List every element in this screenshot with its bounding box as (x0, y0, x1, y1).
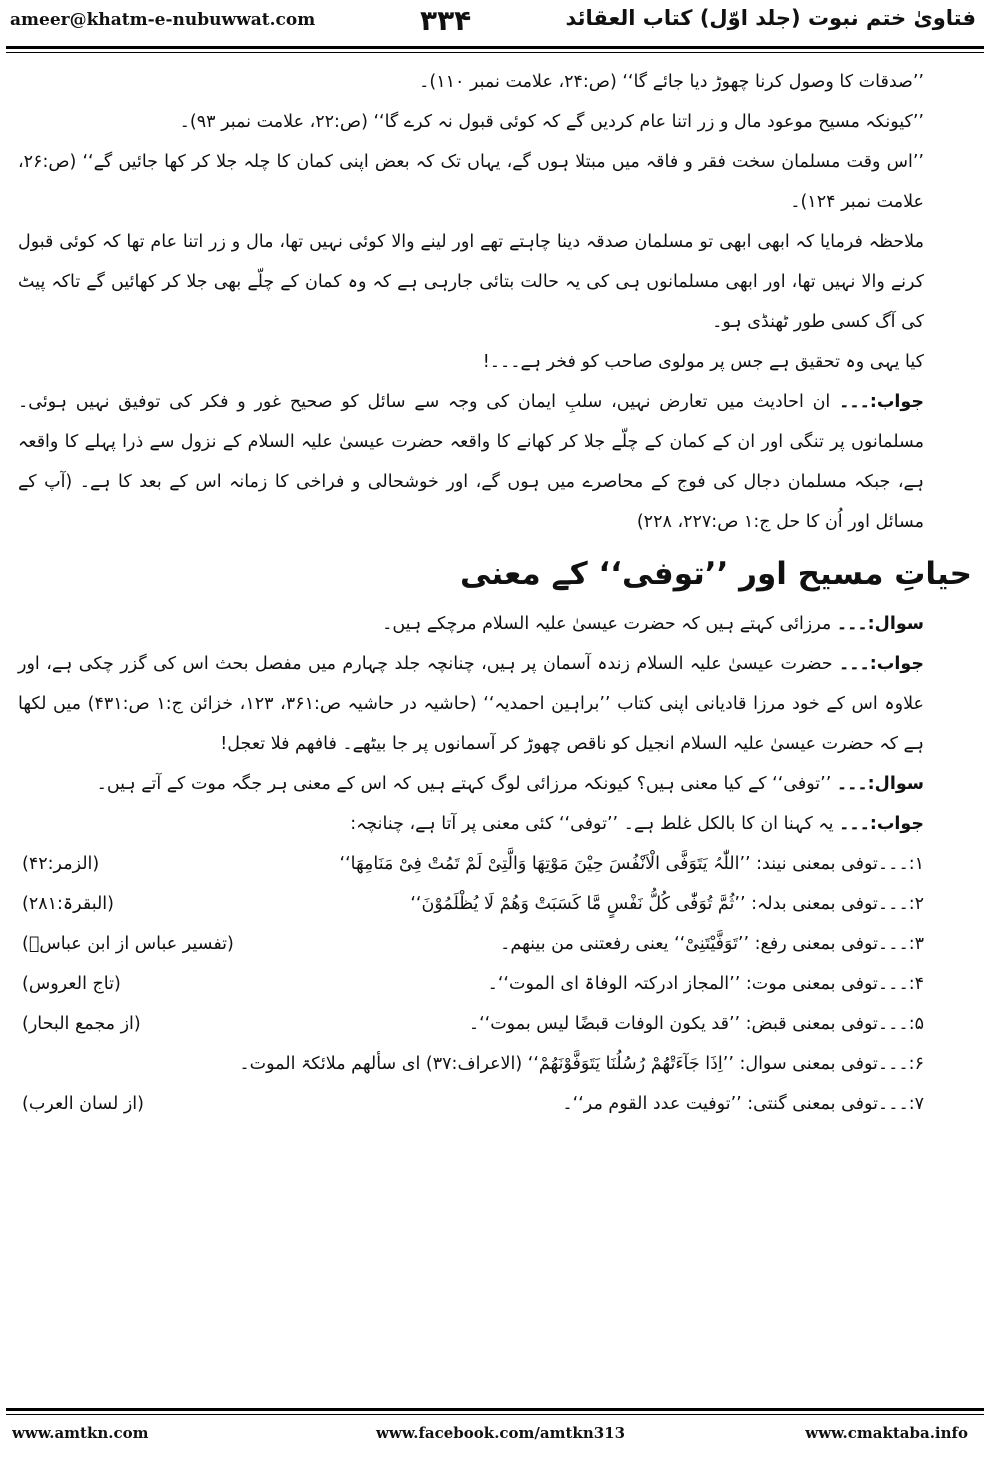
footer-rule-thick (6, 1408, 984, 1411)
meaning-text: ۵:۔۔۔توفی بمعنی قبض: ’’قد یکون الوفات قبضًا لیس بموت‘‘۔ (468, 1014, 924, 1034)
footer-website-link[interactable]: www.amtkn.com (12, 1424, 149, 1442)
meaning-text: ۶:۔۔۔توفی بمعنی سوال: ’’اِذَا جَآءَتْھُمْ رُسُلُنَا یَتَوَفَّوْنَھُمْ‘‘ (الاعراف:۳۷) ای سألھم ملائکۃ الموت۔ (239, 1054, 924, 1074)
quote-3: ’’اس وقت مسلمان سخت فقر و فاقہ میں مبتلا ہوں گے، یہاں تک کہ بعض اپنی کمان کا چلہ جلا کر کھا جائیں گے‘‘ (ص:۲۶، علامت نمبر ۱۲۴)۔ (18, 152, 924, 212)
question-label: سوال:۔۔۔ (836, 774, 924, 794)
question-text: ’’توفی‘‘ کے کیا معنی ہیں؟ کیونکہ مرزائی لوگ کہتے ہیں کہ اس کے معنی ہر جگہ موت کے آتے ہیں۔ (96, 774, 832, 794)
footer-library-link[interactable]: www.cmaktaba.info (805, 1424, 968, 1442)
meaning-text: ۷:۔۔۔توفی بمعنی گنتی: ’’توفیت عدد القوم مر‘‘۔ (562, 1094, 924, 1114)
meaning-source: (البقرۃ:۲۸۱) (22, 894, 114, 914)
book-title: فتاویٰ ختم نبوت (جلد اوّل) کتاب العقائد (565, 6, 976, 30)
quote-1: ’’صدقات کا وصول کرنا چھوڑ دیا جائے گا‘‘ (ص:۲۴، علامت نمبر ۱۱۰)۔ (419, 72, 924, 92)
meaning-text: ۱:۔۔۔توفی بمعنی نیند: ’’اللّٰہُ یَتَوَفَّی الْاَنْفُسَ حِیْنَ مَوْتِھَا وَالَّتِیْ لَمْ تَمُتْ فِیْ مَنَامِھَا‘‘ (339, 854, 924, 874)
question-label: سوال:۔۔۔ (836, 614, 924, 634)
meaning-source: (تاج العروس) (22, 974, 121, 994)
page-body (18, 62, 972, 1124)
answer-text: یہ کہنا ان کا بالکل غلط ہے۔ ’’توفی‘‘ کئی معنی پر آتا ہے، چنانچہ: (350, 814, 834, 834)
meaning-item (18, 1004, 972, 1044)
header-rule-thin (6, 52, 984, 53)
question-2 (18, 764, 972, 804)
meaning-text: ۴:۔۔۔توفی بمعنی موت: ’’المجاز ادرکتہ الوفاۃ ای الموت‘‘۔ (487, 974, 924, 994)
answer-1 (18, 382, 972, 542)
meaning-text: ۲:۔۔۔توفی بمعنی بدلہ: ’’ثُمَّ تُوَفّٰی کُلُّ نَفْسٍ مَّا کَسَبَتْ وَھُمْ لَا یُظْلَمُوْنَ‘‘ (410, 894, 924, 914)
section-heading: حیاتِ مسیح اور ’’توفی‘‘ کے معنی (460, 556, 972, 592)
answer-label: جواب:۔۔۔ (839, 814, 924, 834)
meaning-source: (از مجمع البحار) (22, 1014, 141, 1034)
paragraph-question: کیا یہی وہ تحقیق ہے جس پر مولوی صاحب کو فخر ہے۔۔۔! (482, 352, 924, 372)
header-email: ameer@khatm-e-nubuwwat.com (10, 10, 316, 30)
paragraph-observation: ملاحظہ فرمایا کہ ابھی ابھی تو مسلمان صدقہ دینا چاہتے تھے اور لینے والا کوئی نہیں تھا، مال و زر اتنا عام تھا کہ کوئی قبول کرنے والا نہیں تھا، اور ابھی مسلمانوں ہی کی یہ حالت بتائی جارہی ہے کہ وہ کمان کے چلّے بھی جلا کر کھائیں گے تاکہ پیٹ کی آگ کسی طور ٹھنڈی ہو۔ (18, 232, 924, 332)
meaning-item (18, 1084, 972, 1124)
answer-label: جواب:۔۔۔ (839, 392, 924, 412)
meaning-item (18, 924, 972, 964)
meaning-item (18, 844, 972, 884)
meaning-item (18, 884, 972, 924)
footer-facebook-link[interactable]: www.facebook.com/amtkn313 (376, 1424, 626, 1442)
question-1 (18, 604, 972, 644)
footer-rule-thin (6, 1414, 984, 1415)
answer-text: ان احادیث میں تعارض نہیں، سلبِ ایمان کی وجہ سے سائل کو صحیح غور و فکر کی توفیق نہیں ہوئی۔ مسلمانوں پر تنگی اور ان کے کمان کے چلّے جلا کر کھانے کا واقعہ حضرت عیسیٰ علیہ السلام کے نزول سے ذرا پہلے کا واقعہ ہے، جبکہ مسلمان دجال کی فوج کے محاصرے میں ہوں گے، اور خوشحالی و فراخی کا زمانہ اس کے بعد کا ہے۔ (18, 392, 924, 492)
meaning-source: (تفسیر عباس از ابن عباسؓ) (22, 934, 234, 954)
page-number: ۳۳۴ (420, 4, 472, 37)
meaning-item (18, 1044, 972, 1084)
meaning-text: ۳:۔۔۔توفی بمعنی رفع: ’’تَوَفَّیْتَنِیْ‘‘ یعنی رفعتنی من بینھم۔ (500, 934, 924, 954)
answer-text: حضرت عیسیٰ علیہ السلام زندہ آسمان پر ہیں، چنانچہ جلد چہارم میں مفصل بحث اس کی گزر چکی ہے، اور علاوہ اس کے خود مرزا قادیانی اپنی کتاب ’’براہین احمدیہ‘‘ (حاشیہ در حاشیہ ص:۳۶۱، ۱۲۳، خزائن ج:۱ ص:۴۳۱) میں لکھا ہے کہ حضرت عیسیٰ علیہ السلام انجیل کو ناقص چھوڑ کر آسمانوں پر جا بیٹھے۔ فافھم فلا تعجل! (18, 654, 924, 754)
header-rule-thick (6, 46, 984, 49)
page-header (0, 0, 990, 50)
quote-2: ’’کیونکہ مسیح موعود مال و زر اتنا عام کردیں گے کہ کوئی قبول نہ کرے گا‘‘ (ص:۲۲، علامت نمبر ۹۳)۔ (179, 112, 924, 132)
answer-reference: (آپ کے مسائل اور اُن کا حل ج:۱ ص:۲۲۷، ۲۲۸) (18, 472, 924, 532)
answer-label: جواب:۔۔۔ (839, 654, 924, 674)
answer-3 (18, 804, 972, 844)
meaning-source: (الزمر:۴۲) (22, 854, 100, 874)
answer-2 (18, 644, 972, 764)
meaning-source: (از لسان العرب) (22, 1094, 144, 1114)
meaning-item (18, 964, 972, 1004)
question-text: مرزائی کہتے ہیں کہ حضرت عیسیٰ علیہ السلام مرچکے ہیں۔ (382, 614, 832, 634)
